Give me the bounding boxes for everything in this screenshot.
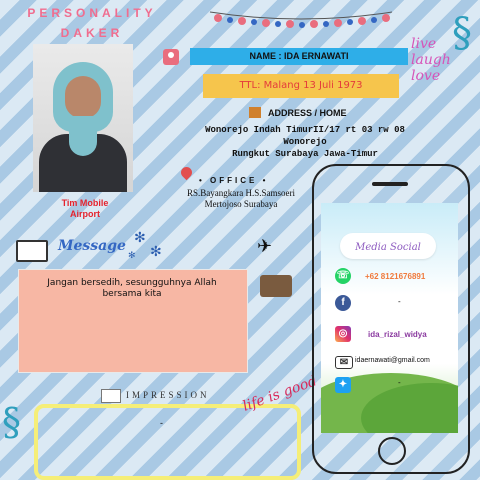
address-heading: ADDRESS / HOME [268,108,347,118]
suitcase-icon [260,275,292,297]
message-label: Message [58,238,126,254]
email-address: idaernawati@gmail.com [355,357,430,364]
swirl-decoration-left: § [2,400,21,444]
title-line1: PERSONALITY [27,6,157,20]
whatsapp-number: +62 8121676891 [365,272,426,281]
location-pin-icon [179,165,195,181]
snowflake-icon: ✻ [150,243,162,259]
title-line2: DAKER [60,26,124,40]
impression-value: - [160,418,163,428]
snowflake-icon: ✻ [134,229,146,245]
facebook-icon: f [335,295,351,311]
role-label: Tim Mobile Airport [61,198,109,219]
birth-info: TTL: Malang 13 Juli 1973 [203,74,399,98]
message-icon [16,240,48,262]
house-icon [249,107,261,118]
book-icon [101,389,121,403]
impression-box [34,404,301,480]
bunting-banner [208,8,394,34]
office-text: RS.Bayangkara H.S.Samsoeri Mertojoso Surabaya [187,188,295,209]
person-icon [163,49,179,65]
instagram-icon: ◎ [335,326,351,342]
twitter-value: - [398,378,401,387]
address-text: Wonorejo Indah TimurII/17 rt 03 rw 08 Wonorejo Rungkut Surabaya Jawa-Timur [205,125,405,159]
profile-photo [33,44,133,192]
live-laugh-love: live laugh love [411,36,451,84]
name-bar: NAME : IDA ERNAWATI [190,48,408,65]
message-text: Jangan bersedih, sesungguhnya Allah bersama kita [47,278,217,299]
email-icon: ✉ [335,356,353,369]
media-social-title: Media Social [355,242,421,253]
facebook-value: - [398,297,401,306]
office-heading: • OFFICE • [199,176,269,185]
swirl-decoration-right: § [452,10,472,56]
twitter-icon: ✦ [335,377,351,393]
airplane-icon: ✈ [257,236,273,256]
life-is-good-text: life is good [240,373,320,415]
snowflake-icon: ✻ [128,250,136,260]
whatsapp-icon: ☏ [335,268,351,284]
instagram-handle: ida_rizal_widya [368,330,427,339]
phone-home-button [378,437,406,465]
phone-speaker [372,182,408,186]
impression-label: IMPRESSION [126,390,210,400]
